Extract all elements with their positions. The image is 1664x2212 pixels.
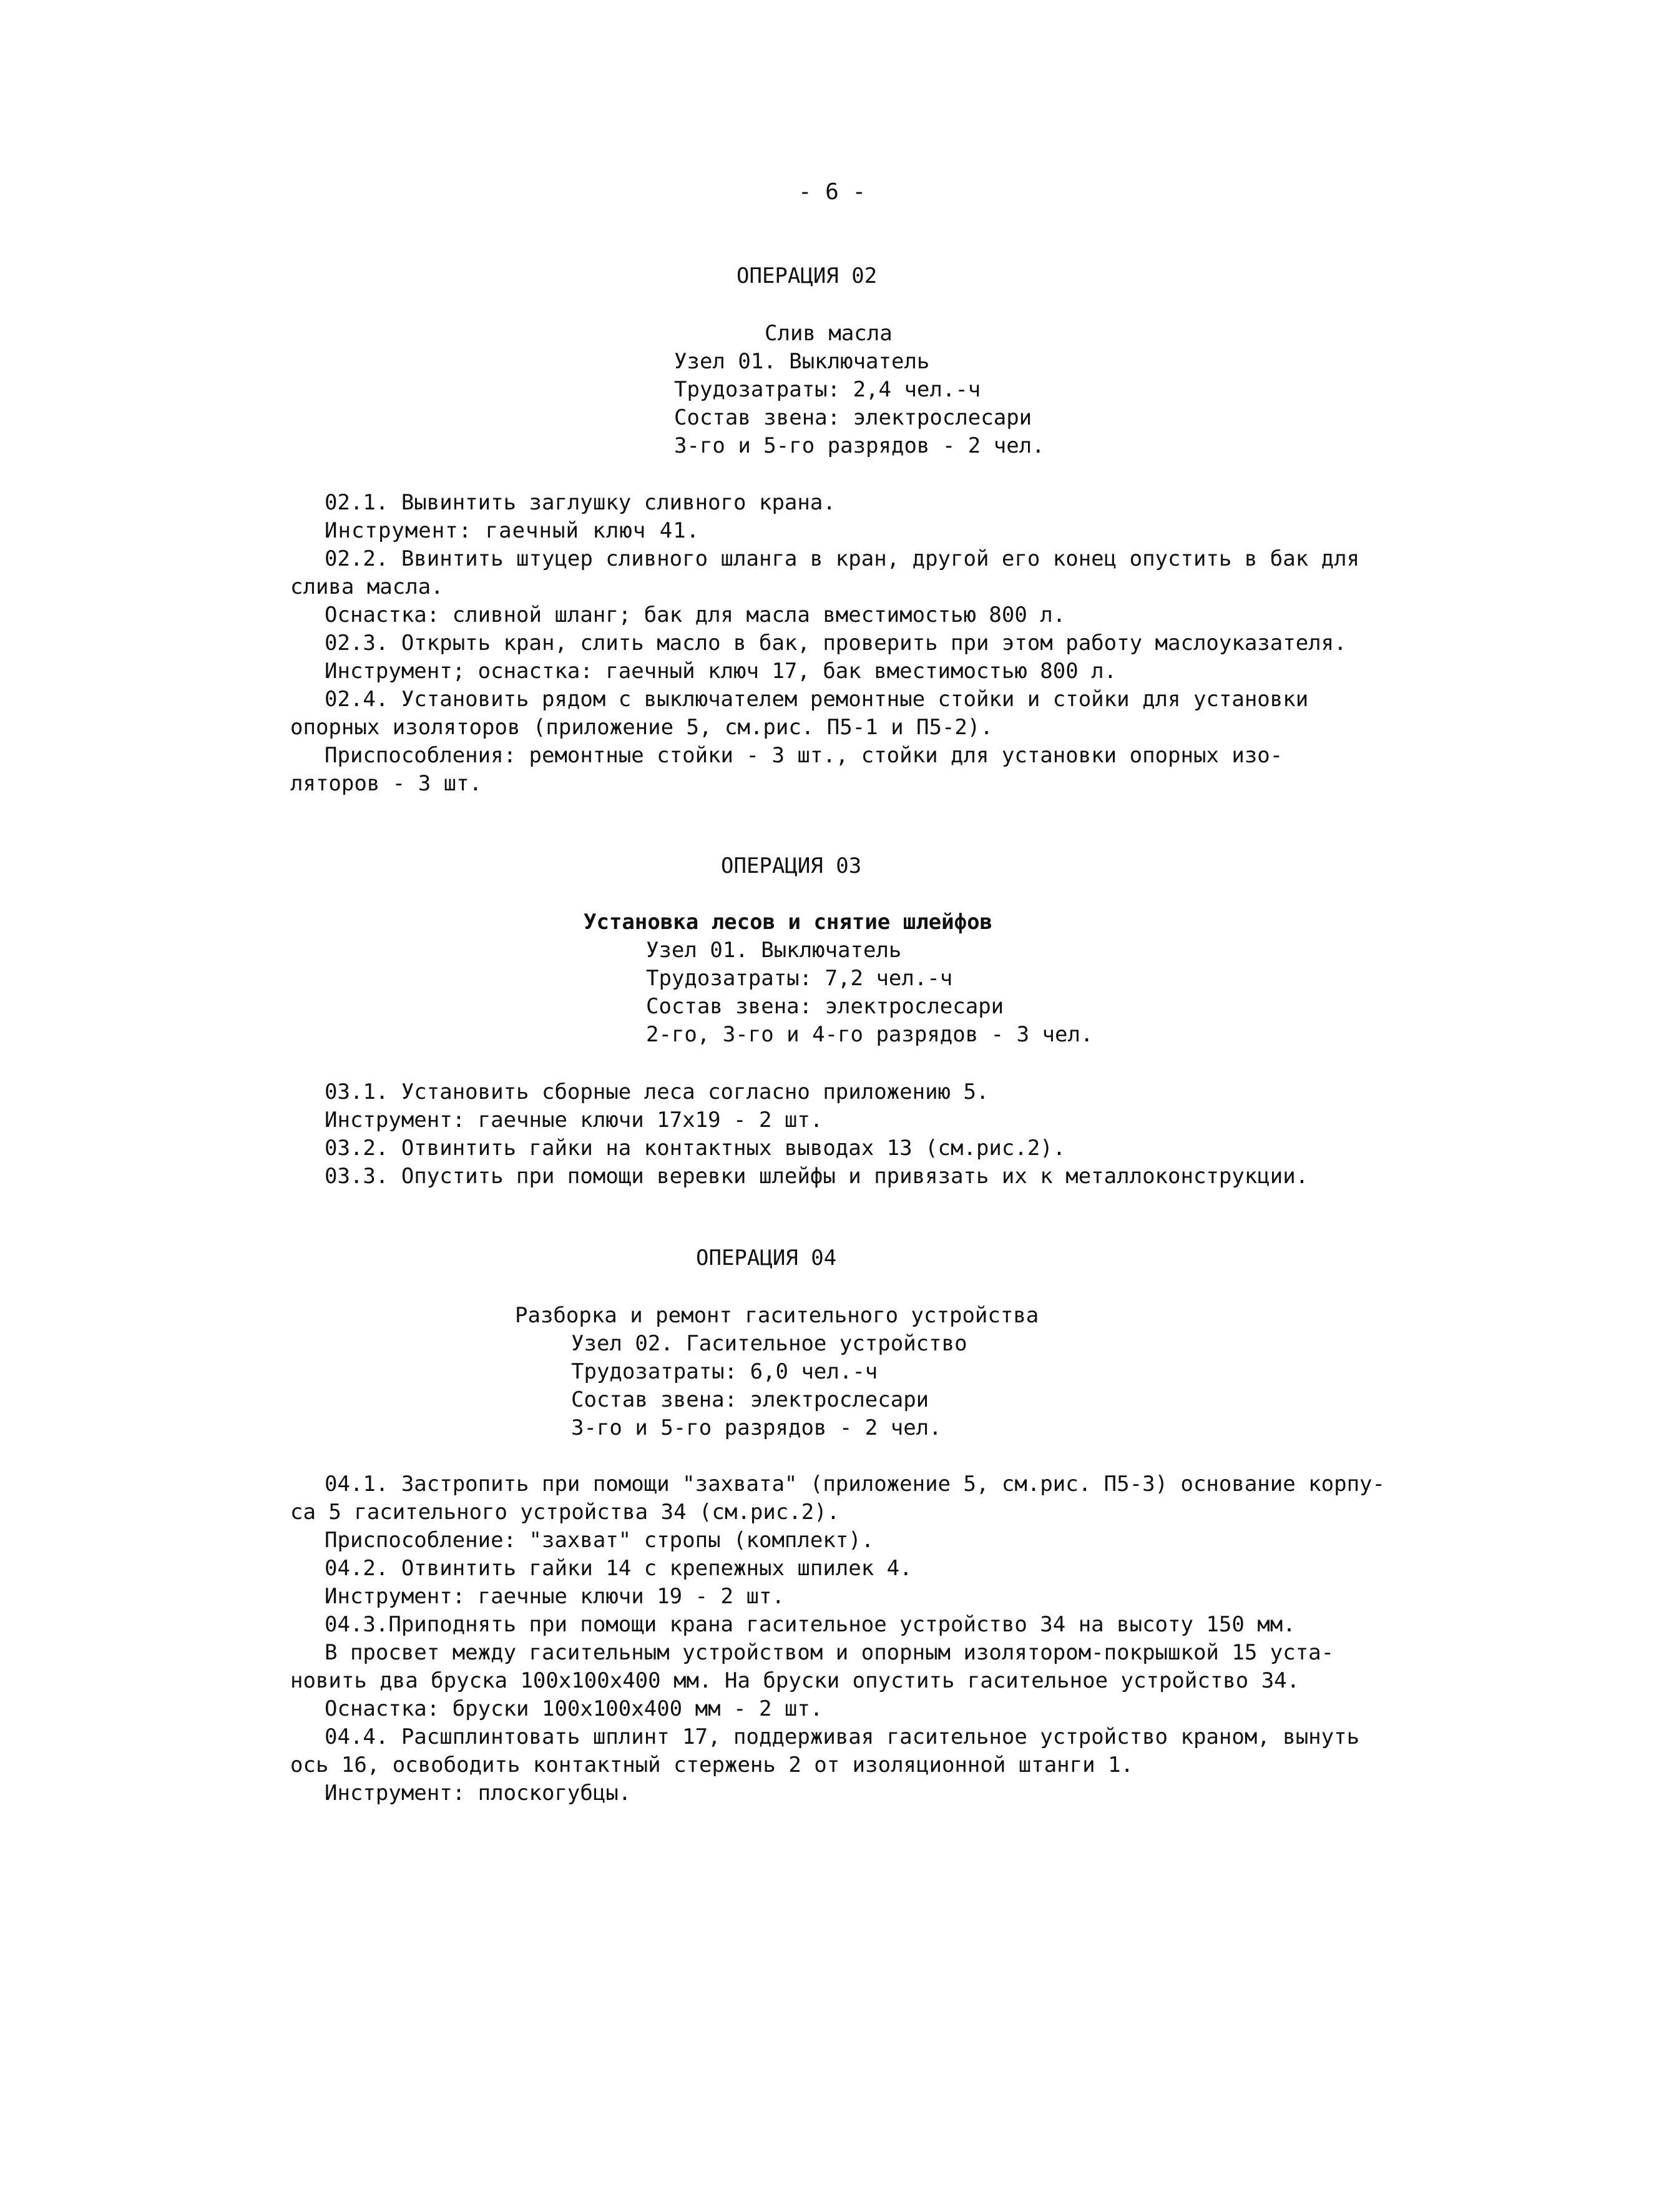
op04-step-1: 04.1. Застропить при помощи "захвата" (приложение 5, см.рис. П5-3) основание корпу- xyxy=(325,1472,1385,1497)
op04-step-1-cont: са 5 гасительного устройства 34 (см.рис.2). xyxy=(290,1500,840,1525)
op02-fixtures-4-cont: ляторов - 3 шт. xyxy=(290,771,482,796)
op04-step-4: 04.4. Расшплинтовать шплинт 17, поддерживая гасительное устройство краном, вынуть xyxy=(325,1724,1360,1749)
op02-step-2-cont: слива масла. xyxy=(290,574,444,599)
op02-equipment-2: Оснастка: сливной шланг; бак для масла вместимостью 800 л. xyxy=(325,602,1066,627)
op02-crew-grade: 3-го и 5-го разрядов - 2 чел. xyxy=(674,433,1045,458)
op02-tool-3: Инструмент; оснастка: гаечный ключ 17, бак вместимостью 800 л. xyxy=(325,659,1117,684)
op03-tool-1: Инструмент: гаечные ключи 17х19 - 2 шт. xyxy=(325,1108,823,1133)
op02-labor: Трудозатраты: 2,4 чел.-ч xyxy=(674,377,981,402)
op03-subject: Установка лесов и снятие шлейфов xyxy=(584,910,993,935)
op03-step-3: 03.3. Опустить при помощи веревки шлейфы и привязать их к металлоконструкции. xyxy=(325,1164,1309,1189)
op02-fixtures-4: Приспособления: ремонтные стойки - 3 шт., стойки для установки опорных изо- xyxy=(325,743,1283,768)
op02-tool-1: Инструмент: гаечный ключ 41. xyxy=(325,518,700,543)
op02-step-2: 02.2. Ввинтить штуцер сливного шланга в кран, другой его конец опустить в бак для xyxy=(325,546,1360,571)
op04-tool-2: Инструмент: гаечные ключи 19 - 2 шт. xyxy=(325,1584,785,1609)
op03-unit: Узел 01. Выключатель xyxy=(646,938,902,963)
page-number: - 6 - xyxy=(798,179,866,205)
op04-subject: Разборка и ремонт гасительного устройства xyxy=(515,1303,1039,1328)
op04-step-3-cont: В просвет между гасительным устройством и опорным изолятором-покрышкой 15 уста- xyxy=(325,1640,1334,1665)
op02-title: ОПЕРАЦИЯ 02 xyxy=(737,263,878,288)
op02-crew: Состав звена: электрослесари xyxy=(674,405,1032,430)
op04-title: ОПЕРАЦИЯ 04 xyxy=(696,1246,837,1271)
op04-step-4-cont: ось 16, освободить контактный стержень 2 от изоляционной штанги 1. xyxy=(290,1752,1134,1777)
op03-step-1: 03.1. Установить сборные леса согласно приложению 5. xyxy=(325,1079,989,1104)
op04-crew-grade: 3-го и 5-го разрядов - 2 чел. xyxy=(571,1415,942,1440)
op02-step-1: 02.1. Вывинтить заглушку сливного крана. xyxy=(325,490,836,515)
op04-unit: Узел 02. Гасительное устройство xyxy=(571,1331,967,1356)
op02-step-3: 02.3. Открыть кран, слить масло в бак, проверить при этом работу маслоуказателя. xyxy=(325,631,1347,656)
op04-step-3: 04.3.Приподнять при помощи крана гасительное устройство 34 на высоту 150 мм. xyxy=(325,1612,1296,1637)
op03-labor: Трудозатраты: 7,2 чел.-ч xyxy=(646,966,953,991)
op04-fixture-1: Приспособление: "захват" стропы (комплект). xyxy=(325,1528,874,1553)
op02-subject: Слив масла xyxy=(765,321,893,346)
op02-unit: Узел 01. Выключатель xyxy=(674,349,930,374)
op04-step-3-cont-2: новить два бруска 100х100х400 мм. На бруски опустить гасительное устройство 34. xyxy=(290,1668,1300,1693)
op02-step-4: 02.4. Установить рядом с выключателем ремонтные стойки и стойки для установки xyxy=(325,687,1309,712)
op03-crew: Состав звена: электрослесари xyxy=(646,994,1004,1019)
op02-step-4-cont: опорных изоляторов (приложение 5, см.рис. П5-1 и П5-2). xyxy=(290,715,993,740)
op03-crew-grade: 2-го, 3-го и 4-го разрядов - 3 чел. xyxy=(646,1022,1094,1047)
op04-labor: Трудозатраты: 6,0 чел.-ч xyxy=(571,1359,878,1384)
op04-step-2: 04.2. Отвинтить гайки 14 с крепежных шпилек 4. xyxy=(325,1556,913,1581)
op04-tool-4: Инструмент: плоскогубцы. xyxy=(325,1781,632,1806)
op03-step-2: 03.2. Отвинтить гайки на контактных выводах 13 (см.рис.2). xyxy=(325,1136,1066,1161)
op04-equipment-3: Оснастка: бруски 100х100х400 мм - 2 шт. xyxy=(325,1696,823,1721)
op04-crew: Состав звена: электрослесари xyxy=(571,1387,929,1412)
op03-title: ОПЕРАЦИЯ 03 xyxy=(721,853,862,878)
